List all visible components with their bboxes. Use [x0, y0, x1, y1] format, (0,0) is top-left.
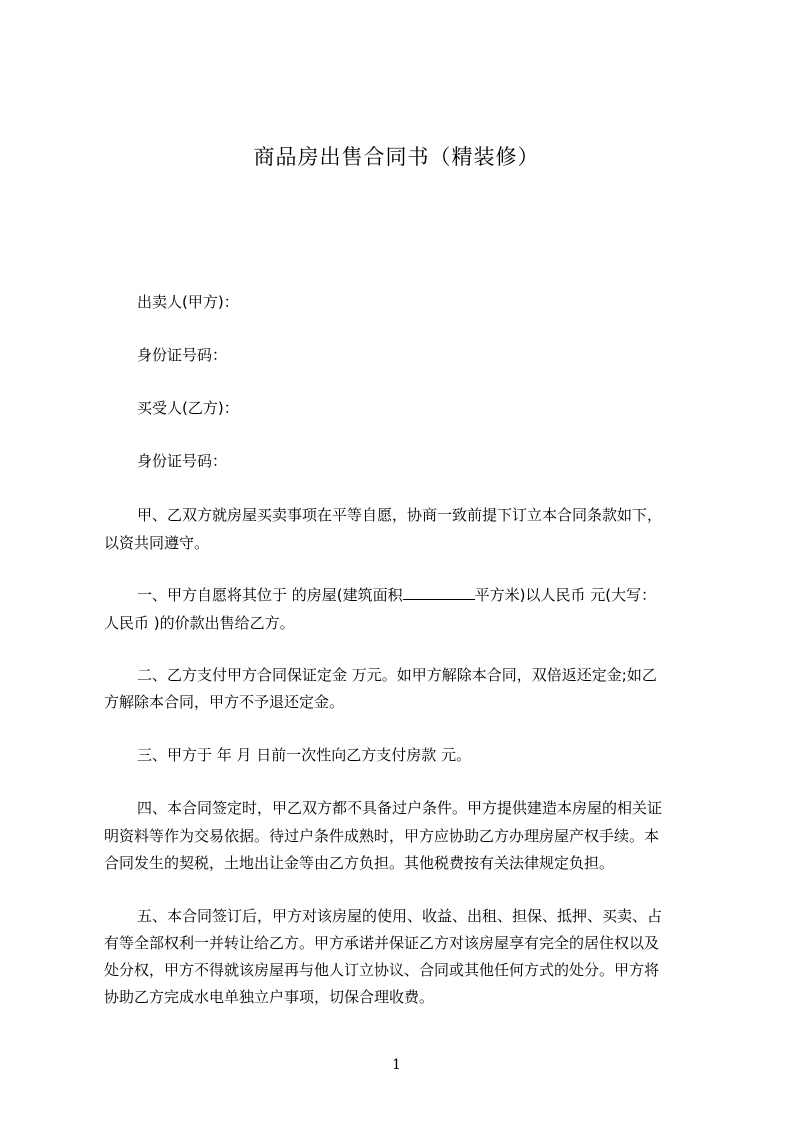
seller-id-field: 身份证号码： — [137, 346, 228, 364]
clause-5-line-3: 处分权，甲方不得就该房屋再与他人订立协议、合同或其他任何方式的处分。甲方将 — [104, 961, 660, 979]
clause-1-line-2: 人民币 )的价款出售给乙方。 — [104, 614, 295, 632]
clause-1-text-b: 平方米)以人民币 元(大写： — [474, 586, 657, 604]
clause-5-line-1: 五、本合同签订后，甲方对该房屋的使用、收益、出租、担保、抵押、买卖、占 — [137, 907, 663, 925]
clause-2-line-2: 方解除本合同，甲方不予退还定金。 — [104, 693, 345, 711]
clause-2-line-1: 二、乙方支付甲方合同保证定金 万元。如甲方解除本合同，双倍返还定金;如乙 — [137, 666, 657, 684]
document-title: 商品房出售合同书（精装修） — [253, 145, 540, 169]
clause-4-line-2: 明资料等作为交易依据。待过户条件成熟时，甲方应协助乙方办理房屋产权手续。本 — [104, 827, 660, 845]
clause-3-line-1: 三、甲方于 年 月 日前一次性向乙方支付房款 元。 — [137, 746, 472, 764]
preamble-line-1: 甲、乙双方就房屋买卖事项在平等自愿，协商一致前提下订立本合同条款如下， — [137, 506, 663, 524]
clause-4-line-1: 四、本合同签定时，甲乙双方都不具备过户条件。甲方提供建造本房屋的相关证 — [137, 799, 663, 817]
area-blank — [403, 585, 475, 600]
page-number: 1 — [392, 1057, 401, 1073]
clause-1-text-a: 一、甲方自愿将其位于 的房屋(建筑面积 — [137, 586, 403, 604]
buyer-id-field: 身份证号码： — [137, 452, 228, 470]
preamble-line-2: 以资共同遵守。 — [104, 534, 210, 552]
clause-5-line-2: 有等全部权利一并转让给乙方。甲方承诺并保证乙方对该房屋享有完全的居住权以及 — [104, 934, 660, 952]
buyer-field: 买受人(乙方)： — [137, 399, 239, 417]
seller-field: 出卖人(甲方)： — [137, 293, 239, 311]
clause-1-line-1 — [137, 585, 737, 605]
clause-4-line-3: 合同发生的契税，土地出让金等由乙方负担。其他税费按有关法律规定负担。 — [104, 854, 615, 872]
clause-5-line-4: 协助乙方完成水电单独立户事项，切保合理收费。 — [104, 988, 435, 1006]
